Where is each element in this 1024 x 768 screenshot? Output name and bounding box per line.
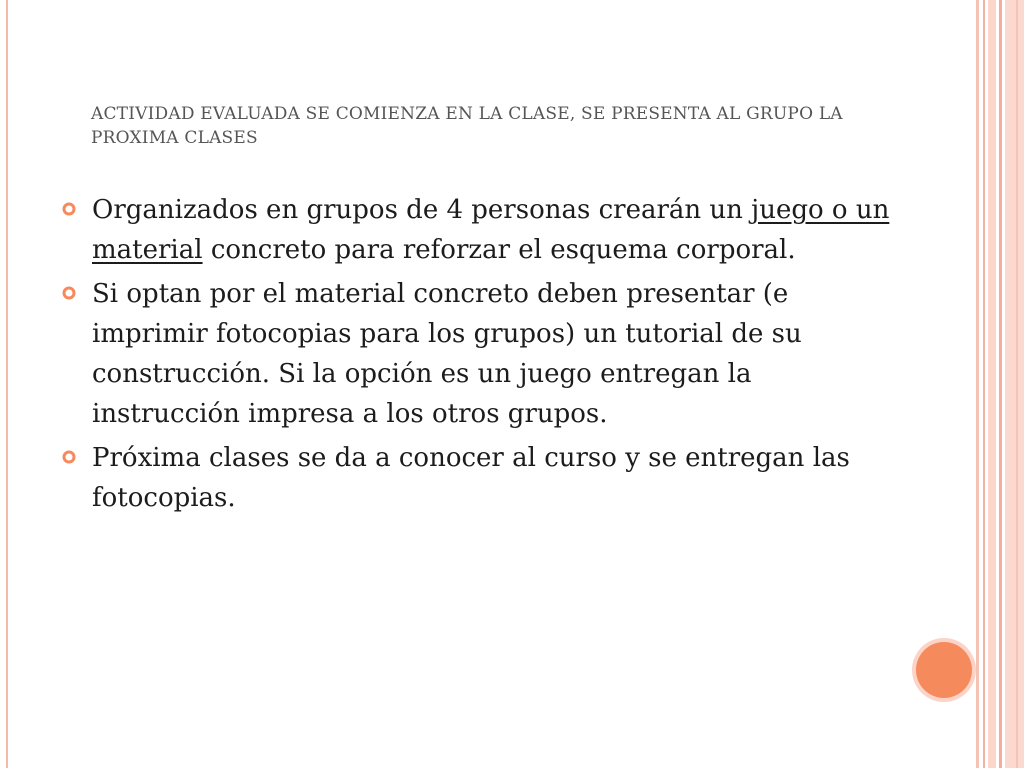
bullet-text: Organizados en grupos de 4 personas crearán un [92,195,752,225]
right-stripe [988,0,996,768]
list-item [62,438,902,518]
right-stripe [1016,0,1018,768]
right-stripe [1005,0,1024,768]
ring-bullet-icon [62,286,76,300]
decorative-circle-inner [916,642,972,698]
list-item [62,274,902,434]
left-border-line [6,0,8,768]
bullet-text-underlined: juego o un material [92,195,890,265]
bullet-text: Si optan por el material concreto deben presentar (e imprimir fotocopias para los grupos) un tutorial de su construcción. Si la opción es un juego entregan la instrucción impresa a los otros grupos. [92,279,802,429]
list-item [62,190,902,270]
ring-bullet-icon [62,202,76,216]
slide-title: ACTIVIDAD EVALUADA SE COMIENZA EN LA CLASE, SE PRESENTA AL GRUPO LA PROXIMA CLASES [91,104,843,148]
right-stripe [983,0,985,768]
bullet-list [62,190,902,522]
decorative-circle [912,638,976,702]
right-stripe [976,0,979,768]
bullet-text: Próxima clases se da a conocer al curso y se entregan las fotocopias. [92,443,850,513]
ring-bullet-icon [62,450,76,464]
right-stripe [999,0,1002,768]
bullet-text: concreto para reforzar el esquema corporal. [202,235,796,265]
